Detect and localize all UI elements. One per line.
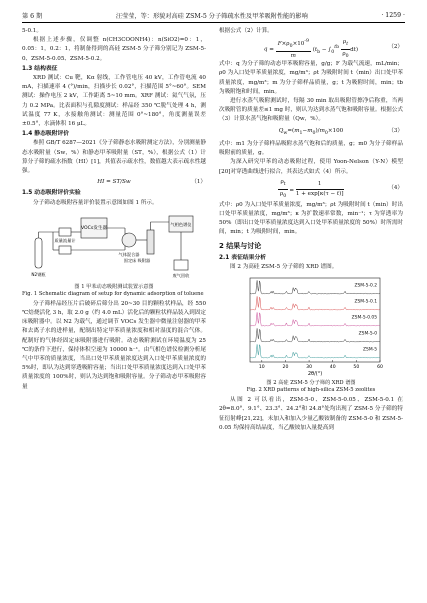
paragraph: XRD 测试：Cu 靶，Kα 射线，工作管电压 40 kV，工作管电流 40 mA，扫描速率 4 (°)/min，扫描步长 0.02°，扫描范围 5°~60°。SEM 测试：操作电压 2 kV，工作距离 5~10 mm。XRF 测试：氦气气氛，压力 0.2 MPa。比表面积与孔隙度测试：样品经 350 ℃脱气处理 4 h，测试温度 77 K，水接触角测试：测量范围 0°~180°，角度测量误差±0.5°，水滴体积 16 μL。 — [22, 75, 206, 128]
gas-mixer — [122, 233, 136, 247]
section-heading: 1.3 结构表征 — [22, 65, 58, 72]
equation-1: HI = ST/Sw （1） — [97, 179, 206, 186]
paragraph: 式中：ρ0 为入口处甲苯质量浓度，mg/m³；ρt 为吸附时间 t（min）时出口处甲苯质量浓度，mg/m³；κ 为扩散速率常数，min⁻¹；τ 为穿透率为 50%（即出口处甲苯质量浓度达到入口处甲苯质量浓度的 50%）时所需时间，min；t 为吸附时间，min。 — [219, 201, 403, 236]
figure-2-xrd-chart — [236, 274, 386, 378]
paragraph: 进行水蒸气吸附测试时，每隔 30 min 取出吸附管擦净后称重，当两次吸附管的质量差≤1 mg 时，则认为达到水蒸气饱和吸附容量。根据公式（3）计算水蒸气饱和吸附量（Qw，%）。 — [219, 98, 403, 123]
paragraph: 分子筛样品经压片后破碎后筛分出 20~30 目的颗粒状样品，经 550 ℃焙烧活化 3 h，取 2.0 g（约 4.0 mL）活化后的颗粒状样品装入到固定床吸附器中。以 N2 为载气，通过调节 VOCs 发生器中微量注射器的甲苯和去离子水的进样量，配制出特定甲苯质量浓度和相对湿度的混合气体。配制好的气体经固定床吸附器进行吸附。动态吸附测试在环境温度为 25 ℃的条件下进行，保持体积空速为 10000 h⁻¹。由气相色谱仪检测分析尾气中甲苯的质量浓度，当出口处甲苯质量浓度达到入口处甲苯质量浓度的 5%时，即认为达到穿透吸附容量；当出口处甲苯质量浓度达到入口处甲苯质量浓度的 100%时，则认为达到饱和吸附容量。分子筛动态甲苯吸附容量 — [22, 300, 206, 390]
figure-1-apparatus — [29, 210, 199, 282]
series-label: ZSM-5-0.1 — [354, 299, 377, 305]
label-n2: N2钢瓶 — [31, 271, 46, 277]
page-number: · 1259 · — [381, 11, 405, 19]
label-exhaust: 废气回收 — [172, 272, 190, 278]
series-line — [250, 345, 380, 359]
x-tick-label: 20 — [282, 365, 289, 371]
label-mixer: 气体混合器 — [118, 251, 140, 257]
figure-1-caption-cn: 图 1 甲苯动态吸附测试装置示意图 — [74, 283, 154, 290]
x-tick-label: 50 — [353, 365, 360, 371]
x-axis-label: 2θ/(°) — [307, 371, 323, 378]
series-label: ZSM-5-0 — [358, 331, 377, 337]
section-heading: 1.4 静态吸附评价 — [22, 131, 70, 138]
x-tick-label: 40 — [329, 365, 336, 371]
right-column — [219, 27, 403, 433]
label-bed: 固定床 吸附器 — [123, 257, 151, 263]
paragraph: 分子筛动态吸附容量评价装置示意图如图 1 所示。 — [33, 199, 158, 206]
mass-flow-meter — [59, 228, 71, 236]
x-tick-label: 60 — [377, 365, 383, 371]
paragraph: 根据上述步骤，仅调整 n(CH3COONH4)：n(SiO2)=0：1，0.05：1，0.2：1，将制备得到的高硅 ZSM-5 分子筛分别记为 ZSM-5-0、ZSM-5-0.05、ZSM-5-0.2。 — [22, 37, 206, 62]
paragraph: 根据公式（2）计算。 — [219, 28, 273, 34]
fixed-bed-adsorber — [147, 230, 154, 254]
paragraph: 式中：q 为分子筛的动态甲苯吸附容量，g/g；F 为载气流速，mL/min；ρ0 为入口处甲苯质量浓度，mg/m³；ρt 为吸附时间 t（min）出口处甲苯质量浓度，mg/m³；m 为分子筛样品质量，g；t 为吸附时间，min；tb 为吸附饱和时间，min。 — [219, 61, 403, 95]
running-title: 汪莹莹，等：形貌对高硅 ZSM-5 分子筛疏水性及甲苯吸附性能的影响 — [115, 12, 308, 20]
label-mfc: 质量流量计 — [54, 237, 76, 243]
series-label: ZSM-5-0.2 — [354, 283, 377, 289]
section-heading: 1.5 动态吸附评价实验 — [22, 190, 81, 197]
figure-2-caption-cn: 图 2 高硅 ZSM-5 分子筛的 XRD 谱图 — [266, 380, 356, 387]
series-label: ZSM-5 — [363, 347, 377, 353]
mass-flow-meter-2 — [59, 246, 71, 254]
left-column — [22, 27, 206, 392]
x-tick-label: 10 — [258, 365, 265, 371]
x-tick-label: 30 — [306, 365, 313, 371]
figure-2-caption-en: Fig. 2 XRD patterns of high-silica ZSM-5 zeolites — [246, 387, 376, 394]
paragraph: 式中：m1 为分子筛样品吸附水蒸气饱和后的质量，g；m0 为分子筛样品吸附前的质量，g。 — [219, 140, 403, 157]
paragraph: 为深入研究甲苯的动态吸附过程，使用 Yoon-Nelson（Y-N）模型[20]对穿透曲线进行拟合，其表达式如式（4）所示。 — [219, 159, 403, 175]
section-heading: 2 结果与讨论 — [219, 241, 262, 250]
paragraph: 5-0.1。 — [22, 28, 42, 34]
paragraph: 参照 GB/T 6287—2021《分子筛静态水吸附测定方法》，分别测量静态水吸附量（Sw，%）和静态甲苯吸附量（ST，%），根据公式（1）计算分子筛的疏水指数（HI）[1]，其值表示疏水性，数值越大表示疏水性越强。 — [22, 140, 206, 175]
exhaust-recovery — [174, 260, 188, 270]
series-label: ZSM-5-0.05 — [351, 315, 377, 321]
figure-1-caption-en: Fig. 1 Schematic diagram of setup for dynamic adsorption of toluene — [22, 290, 204, 297]
label-gc: 气相色谱仪 — [170, 221, 192, 227]
equation-2: q = $\frac{F\times\rho_0\times 10^{-9}}{m}$ ($t_b - \int_0^{tb}$ $\frac{\rho_t}{\rho_0}$ dt) （2） — [263, 38, 403, 60]
running-header — [22, 8, 405, 23]
paragraph: 从图 2 可以看出，ZSM-5-0、ZSM-5-0.05、ZSM-5-0.1 在 2θ=8.0°、9.1°、23.3°、24.2°和 24.8°处均出现了 ZSM-5 分子筛的特征衍射峰[21,22]，未加入和加入少量乙酸铵制备的 ZSM-5-0 和 ZSM-5-0.05 均保持高结晶度，当乙酸铵加入量提高到 — [219, 397, 403, 431]
n2-cylinder — [35, 238, 42, 268]
equation-4: $\frac{\rho_t}{\rho_0}$ = $\frac{1}{1 + \exp[\kappa(\tau - t)]}$ （4） — [279, 178, 403, 200]
issue-number: 第 6 期 — [22, 12, 43, 20]
label-voc: VOCs发生器 — [80, 225, 108, 231]
paragraph: 图 2 为高硅 ZSM-5 分子筛的 XRD 谱图。 — [230, 263, 338, 270]
section-heading: 2.1 表征结果分析 — [219, 254, 267, 261]
equation-3: $Q_w=(m_1-m_0)/m_0\times 100$ （3） — [278, 127, 403, 136]
